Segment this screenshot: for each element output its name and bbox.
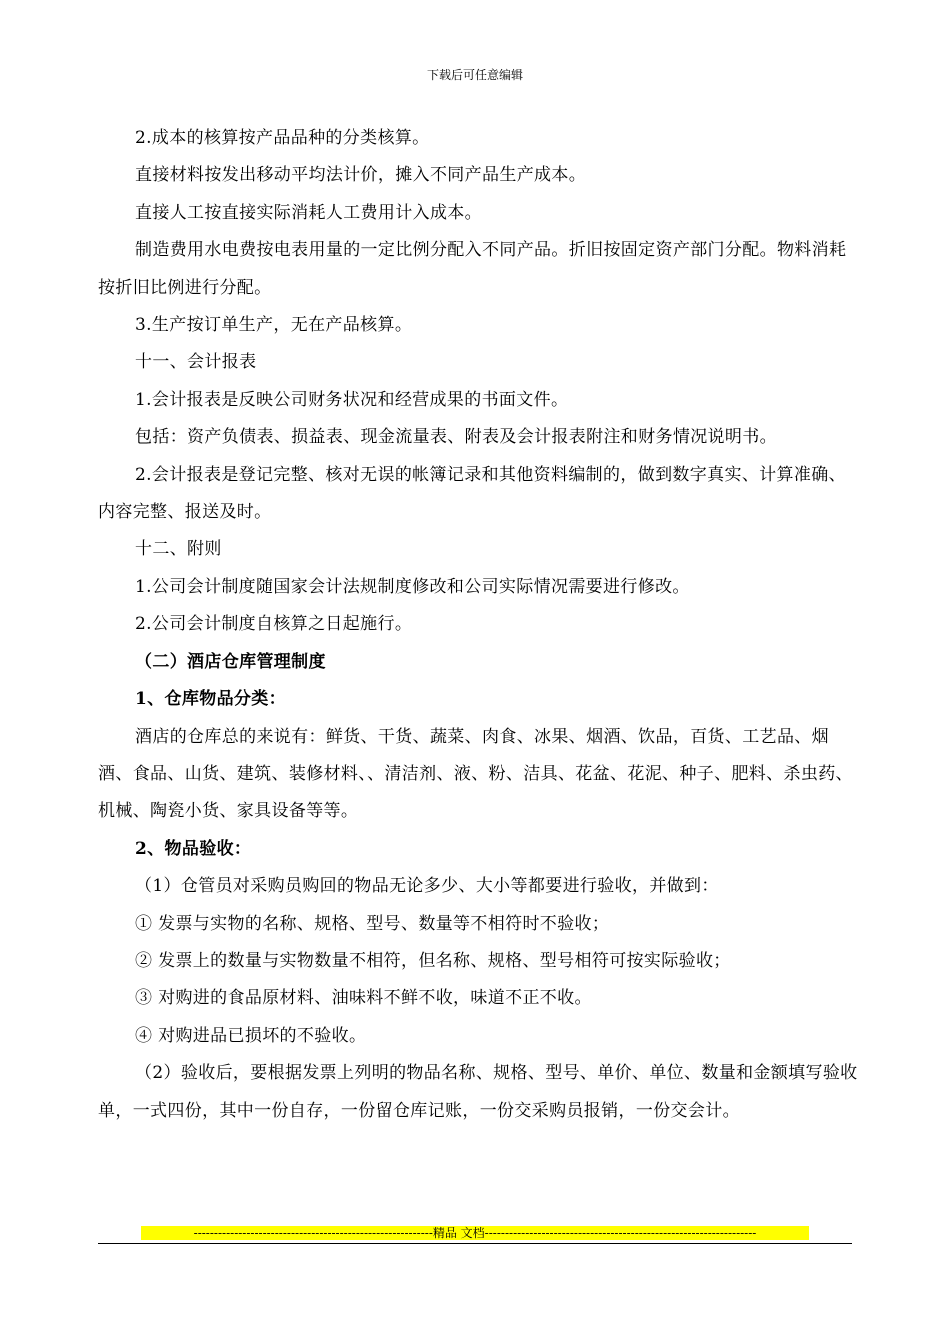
document-body [98,120,858,1130]
subheading-goods-acceptance: 2、物品验收： [135,838,252,859]
paragraph-supplementary-1: 1.公司会计制度随国家会计法规制度修改和公司实际情况需要进行修改。 [135,576,690,597]
section-heading-financial-reports: 十一、会计报表 [135,352,257,373]
paragraph-report-definition: 1.会计报表是反映公司财务状况和经营成果的书面文件。 [135,389,569,410]
paragraph-direct-labor: 直接人工按直接实际消耗人工费用计入成本。 [135,202,482,223]
list-item-invoice-mismatch: ① 发票与实物的名称、规格、型号、数量等不相符时不验收； [135,913,610,934]
paragraph-direct-materials: 直接材料按发出移动平均法计价，摊入不同产品生产成本。 [135,165,587,186]
list-item-damaged-goods: ④ 对购进品已损坏的不验收。 [135,1025,367,1046]
section-heading-warehouse-policy: （二）酒店仓库管理制度 [135,651,326,672]
subheading-item-classification: 1、仓库物品分类： [135,689,286,710]
paragraph-order-production: 3.生产按订单生产，无在产品核算。 [135,315,413,336]
footer-divider [98,1243,852,1244]
list-item-quantity-mismatch: ② 发票上的数量与实物数量不相符，但名称、规格、型号相符可按实际验收； [135,950,731,971]
page-header-note: 下载后可任意编辑 [426,68,523,82]
paragraph-cost-accounting: 2.成本的核算按产品品种的分类核算。 [135,128,430,148]
footer-label: -----------------------------------------------------------精品 文档------------------------------------------------------------------- [141,1226,809,1240]
list-item-food-freshness: ③ 对购进的食品原材料、油味料不鲜不收，味道不正不收。 [135,988,592,1009]
paragraph-item-categories: 酒店的仓库总的来说有：鲜货、干货、蔬菜、肉食、冰果、烟酒、饮品，百货、工艺品、烟酒、食品、山货、建筑、装修材料、、清洁剂、液、粉、洁具、花盆、花泥、种子、肥料、杀虫药、机械、陶瓷小货、家具设备等等。 [98,726,853,822]
paragraph-supplementary-2: 2.公司会计制度自核算之日起施行。 [135,614,413,635]
paragraph-acceptance-rule-1: （1）仓管员对采购员购回的物品无论多少、大小等都要进行验收，并做到： [135,876,719,897]
paragraph-acceptance-rule-2: （2）验收后，要根据发票上列明的物品名称、规格、型号、单价、单位、数量和金额填写验收单，一式四份，其中一份自存，一份留仓库记账，一份交采购员报销，一份交会计。 [98,1063,858,1121]
section-heading-supplementary: 十二、附则 [135,539,222,560]
paragraph-report-requirements: 2.会计报表是登记完整、核对无误的帐簿记录和其他资料编制的，做到数字真实、计算准确、内容完整、报送及时。 [98,464,846,523]
paragraph-manufacturing-overhead: 制造费用水电费按电表用量的一定比例分配入不同产品。折旧按固定资产部门分配。物料消耗按折旧比例进行分配。 [98,240,847,298]
paragraph-report-contents: 包括：资产负债表、损益表、现金流量表、附表及会计报表附注和财务情况说明书。 [135,427,777,448]
